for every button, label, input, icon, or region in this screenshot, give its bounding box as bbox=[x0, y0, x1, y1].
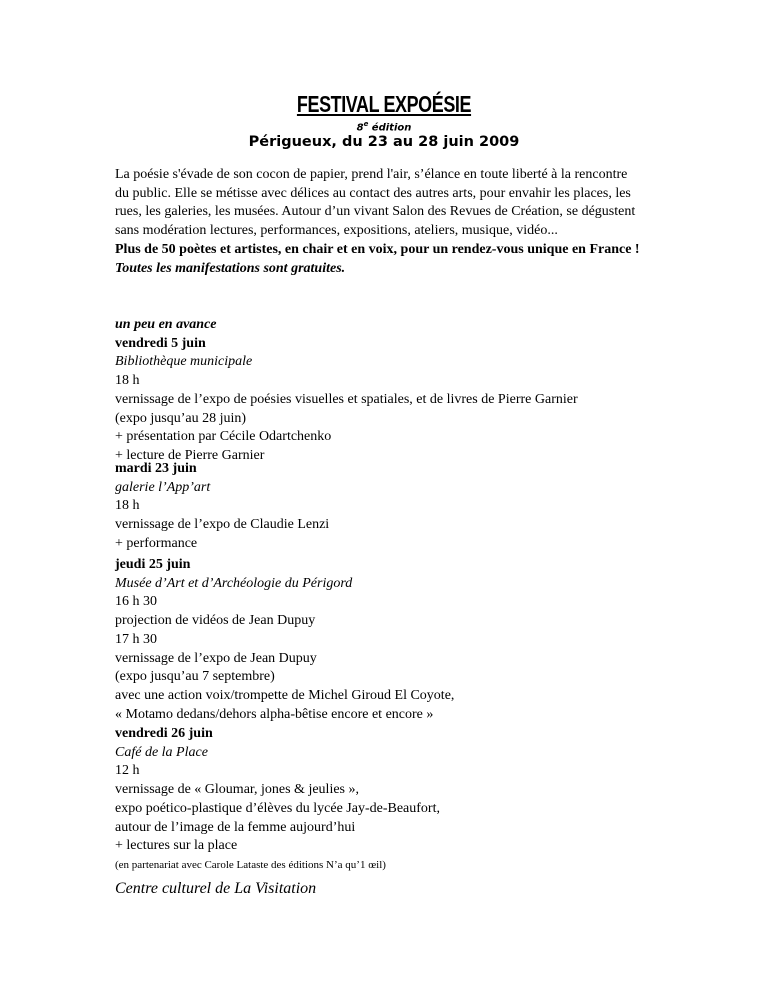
event-detail: + performance bbox=[115, 535, 198, 551]
intro-line: rues, les galeries, les musées. Autour d’un vivant Salon des Revues de Création, se dégustent bbox=[115, 204, 636, 220]
event-detail: + présentation par Cécile Odartchenko bbox=[115, 429, 332, 445]
event-note: (en partenariat avec Carole Lataste des éditions N’a qu’1 œil) bbox=[115, 858, 386, 871]
edition-word: édition bbox=[368, 122, 412, 134]
event-block bbox=[115, 556, 454, 724]
event-date: mardi 23 juin bbox=[115, 461, 197, 476]
event-place-heading: Centre culturel de La Visitation bbox=[115, 880, 317, 897]
event-time: 12 h bbox=[115, 763, 140, 779]
event-detail: + lecture de Pierre Garnier bbox=[115, 447, 265, 463]
event-detail: expo poético-plastique d’élèves du lycée Jay-de-Beaufort, bbox=[115, 800, 440, 816]
intro-paragraph bbox=[115, 166, 675, 260]
event-place: Café de la Place bbox=[115, 744, 208, 760]
event-detail: autour de l’image de la femme aujourd’hui bbox=[115, 819, 356, 835]
event-date: jeudi 25 juin bbox=[115, 557, 191, 572]
event-time: 18 h bbox=[115, 373, 140, 389]
intro-highlight: Plus de 50 poètes et artistes, en chair et en voix, pour un rendez-vous unique en France ! bbox=[115, 241, 640, 257]
festival-title: FESTIVAL EXPOÉSIE bbox=[296, 91, 472, 117]
event-detail: vernissage de « Gloumar, jones & jeulies », bbox=[115, 782, 359, 798]
event-date: vendredi 26 juin bbox=[115, 726, 213, 741]
event-block bbox=[115, 460, 329, 554]
event-detail: (expo jusqu’au 28 juin) bbox=[115, 410, 247, 426]
edition-label bbox=[0, 120, 768, 133]
event-time: 17 h 30 bbox=[115, 631, 157, 647]
event-detail: vernissage de l’expo de Claudie Lenzi bbox=[115, 517, 330, 533]
event-detail: « Motamo dedans/dehors alpha-bêtise encore et encore » bbox=[115, 706, 434, 722]
event-detail: vernissage de l’expo de poésies visuelles et spatiales, et de livres de Pierre Garnier bbox=[115, 391, 578, 407]
event-place: Bibliothèque municipale bbox=[115, 354, 253, 370]
event-pre-label: un peu en avance bbox=[115, 317, 217, 332]
festival-dates: Périgueux, du 23 au 28 juin 2009 bbox=[248, 134, 520, 150]
intro-line: sans modération lectures, performances, expositions, ateliers, musique, vidéo... bbox=[115, 223, 558, 239]
edition-number: 8 bbox=[356, 122, 364, 134]
event-time: 16 h 30 bbox=[115, 594, 157, 610]
event-place: galerie l’App’art bbox=[115, 479, 211, 495]
event-block bbox=[115, 316, 578, 466]
edition-superscript: e bbox=[363, 120, 369, 128]
event-time: 18 h bbox=[115, 498, 140, 514]
free-entry-note: Toutes les manifestations sont gratuites. bbox=[115, 261, 346, 276]
event-place: Musée d’Art et d’Archéologie du Périgord bbox=[115, 575, 353, 591]
intro-line: du public. Elle se métisse avec délices au contact des autres arts, pour envahir les places, les bbox=[115, 185, 631, 201]
event-detail: projection de vidéos de Jean Dupuy bbox=[115, 613, 316, 629]
event-block bbox=[115, 725, 440, 875]
intro-line: La poésie s'évade de son cocon de papier, prend l'air, s’élance en toute liberté à la rencontre bbox=[115, 167, 628, 182]
event-detail: + lectures sur la place bbox=[115, 838, 238, 854]
event-detail: avec une action voix/trompette de Michel Giroud El Coyote, bbox=[115, 687, 455, 703]
event-date: vendredi 5 juin bbox=[115, 335, 206, 351]
event-detail: (expo jusqu’au 7 septembre) bbox=[115, 669, 275, 685]
event-detail: vernissage de l’expo de Jean Dupuy bbox=[115, 650, 317, 666]
